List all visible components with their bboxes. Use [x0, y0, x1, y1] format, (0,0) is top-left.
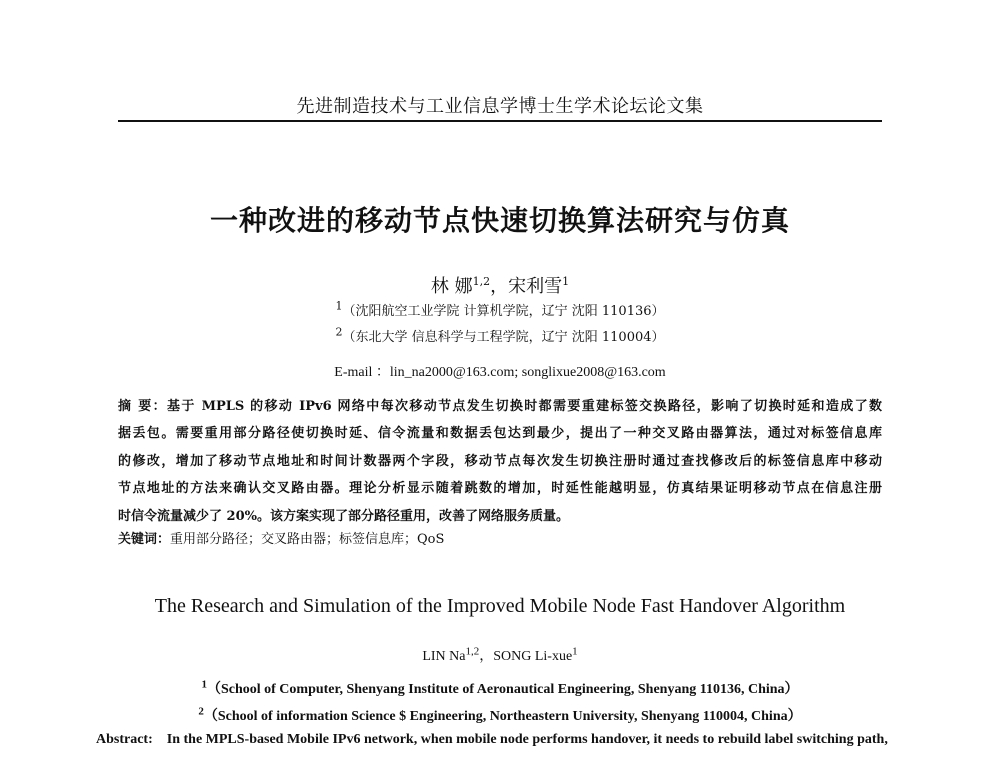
- en-aff2-sup: 2: [198, 705, 204, 718]
- cn-paper-title: 一种改进的移动节点快速切换算法研究与仿真: [209, 204, 790, 237]
- en-paper-title: The Research and Simulation of the Improved Mobile Node Fast Handover Algorithm: [154, 595, 846, 617]
- cn-authors: [0, 272, 1000, 298]
- author-email: E-mail ：lin_na2000@163.com; songlixue2008@163.com: [334, 365, 666, 380]
- cn-affiliation-1: [0, 300, 1000, 319]
- cn-abstract-line: 摘 要：基于 MPLS 的移动 IPv6 网络中每次移动节点发生切换时都需要重建标签交换路径，影响了切换时延和造成了数: [118, 399, 882, 414]
- cn-keywords-label: 关键词：: [118, 532, 171, 547]
- cn-aff1-text: （沈阳航空工业学院 计算机学院，辽宁 沈阳 110136）: [342, 304, 665, 319]
- en-author-1: LIN Na: [422, 649, 466, 664]
- cn-abstract-line: 节点地址的方法来确认交叉路由器。理论分析显示随着跳数的增加，时延性能越明显，仿真结果证明移动节点在信息注册: [118, 481, 882, 497]
- en-authors: [0, 645, 1000, 665]
- en-aff1-sup: 1: [201, 678, 207, 691]
- cn-author-1-sup: 1,2: [472, 275, 491, 288]
- en-author-2: ，SONG Li-xue: [479, 649, 573, 664]
- cn-keywords: [118, 528, 882, 547]
- cn-abstract-line: 时信令流量减少了 20%。该方案实现了部分路径重用，改善了网络服务质量。: [118, 508, 569, 524]
- cn-aff2-sup: 2: [335, 325, 343, 339]
- cn-author-2: 宋利雪: [508, 276, 563, 297]
- running-header: 先进制造技术与工业信息学博士生学术论坛论文集: [296, 96, 704, 117]
- header-rule: [118, 120, 882, 122]
- cn-aff2-text: （东北大学 信息科学与工程学院，辽宁 沈阳 110004）: [342, 330, 665, 345]
- en-author-1-sup: 1,2: [465, 645, 480, 658]
- en-author-2-sup: 1: [572, 645, 578, 658]
- cn-abstract: [118, 393, 882, 530]
- cn-abstract-line: 的修改，增加了移动节点地址和时间计数器两个字段，移动节点每次发生切换注册时通过查找修改后的标签信息库中移动: [118, 453, 882, 469]
- en-affiliation-2: [0, 705, 1000, 725]
- cn-abstract-line: 据丢包。需要重用部分路径使切换时延、信令流量和数据丢包达到最少，提出了一种交叉路由器算法，通过对标签信息库: [118, 426, 882, 442]
- cn-author-2-sup: 1: [562, 275, 570, 288]
- cn-affiliation-2: [0, 326, 1000, 345]
- en-affiliation-1: [0, 678, 1000, 698]
- cn-author-1: 林 娜: [430, 276, 473, 297]
- cn-author-separator: ，: [490, 276, 509, 297]
- en-aff1-text: （School of Computer, Shenyang Institute of Aeronautical Engineering, Shenyang 110136, China）: [206, 682, 799, 697]
- cn-aff1-sup: 1: [335, 299, 343, 313]
- en-aff2-text: （School of information Science $ Engineering, Northeastern University, Shenyang 110004, China）: [203, 709, 802, 724]
- cn-keywords-text: 重用部分路径；交叉路由器；标签信息库；QoS: [170, 532, 445, 547]
- en-abstract-text: In the MPLS-based Mobile IPv6 network, when mobile node performs handover, it needs to rebuild label switching path,: [166, 732, 888, 747]
- en-abstract-label: Abstract:: [96, 732, 153, 747]
- en-abstract: [96, 732, 926, 748]
